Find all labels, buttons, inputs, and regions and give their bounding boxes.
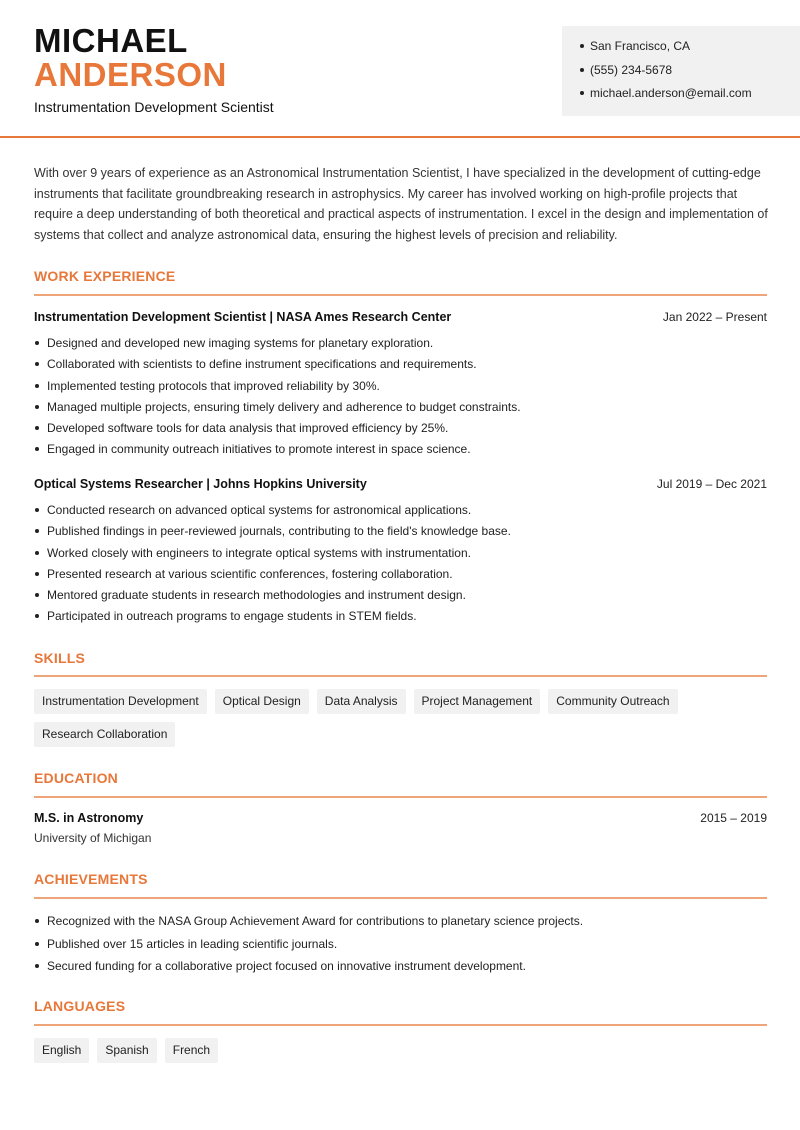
job-bullets xyxy=(34,335,767,463)
list-item: Published findings in peer-reviewed journals, contributing to the field's knowledge base. xyxy=(34,523,767,544)
job-bullets xyxy=(34,502,767,630)
list-item: Conducted research on advanced optical systems for astronomical applications. xyxy=(34,502,767,523)
list-item: Secured funding for a collaborative project focused on innovative instrument development. xyxy=(34,958,774,981)
achievements-list xyxy=(34,913,774,981)
list-item: Presented research at various scientific conferences, fostering collaboration. xyxy=(34,566,767,587)
education-school: University of Michigan xyxy=(34,831,152,845)
job-title: Instrumentation Development Scientist xyxy=(34,99,274,115)
first-name: MICHAEL xyxy=(34,22,188,59)
list-item: Participated in outreach programs to engage students in STEM fields. xyxy=(34,608,767,629)
section-divider xyxy=(34,294,767,296)
list-item: Mentored graduate students in research methodologies and instrument design. xyxy=(34,587,767,608)
contact-phone: (555) 234-5678 xyxy=(580,62,752,86)
job-dates: Jan 2022 – Present xyxy=(662,310,767,324)
list-item: Collaborated with scientists to define instrument specifications and requirements. xyxy=(34,356,767,377)
skill-tag: Data Analysis xyxy=(317,689,406,714)
list-item: Implemented testing protocols that improved reliability by 30%. xyxy=(34,378,767,399)
contact-location: San Francisco, CA xyxy=(580,38,752,62)
list-item: Developed software tools for data analysis that improved efficiency by 25%. xyxy=(34,420,767,441)
list-item: Designed and developed new imaging systems for planetary exploration. xyxy=(34,335,767,356)
resume-header xyxy=(0,0,800,138)
section-title-languages: LANGUAGES xyxy=(34,998,126,1014)
section-divider xyxy=(34,897,767,899)
language-tags xyxy=(34,1038,767,1063)
job-dates: Jul 2019 – Dec 2021 xyxy=(656,477,767,491)
list-item: Managed multiple projects, ensuring timely delivery and adherence to budget constraints. xyxy=(34,399,767,420)
section-divider xyxy=(34,1024,767,1026)
last-name: ANDERSON xyxy=(34,56,227,93)
education-degree: M.S. in Astronomy xyxy=(34,811,144,825)
section-title-achievements: ACHIEVEMENTS xyxy=(34,871,148,887)
skills-tags xyxy=(34,689,767,747)
list-item: Worked closely with engineers to integrate optical systems with instrumentation. xyxy=(34,545,767,566)
summary: With over 9 years of experience as an Astronomical Instrumentation Scientist, I have specialized in the development of cutting-edge instruments that facilitate groundbreaking research in astrophysics. My career has involved working on high-profile projects that require a deep understanding of both theoretical and practical aspects of instrumentation. I excel in the design and implementation of systems that collect and analyze astronomical data, ensuring the highest levels of precision and reliability. xyxy=(34,166,768,243)
education-dates: 2015 – 2019 xyxy=(700,811,767,825)
job-role: Instrumentation Development Scientist | NASA Ames Research Center xyxy=(34,310,452,324)
skill-tag: Community Outreach xyxy=(548,689,677,714)
list-item: Recognized with the NASA Group Achievement Award for contributions to planetary science projects. xyxy=(34,913,774,936)
skill-tag: Research Collaboration xyxy=(34,722,175,747)
job-role: Optical Systems Researcher | Johns Hopkins University xyxy=(34,477,367,491)
language-tag: Spanish xyxy=(97,1038,156,1063)
language-tag: French xyxy=(165,1038,218,1063)
language-tag: English xyxy=(34,1038,89,1063)
skill-tag: Optical Design xyxy=(215,689,309,714)
list-item: Published over 15 articles in leading scientific journals. xyxy=(34,936,774,959)
section-title-work: WORK EXPERIENCE xyxy=(34,268,176,284)
section-divider xyxy=(34,675,767,677)
section-title-skills: SKILLS xyxy=(34,650,85,666)
list-item: Engaged in community outreach initiatives to promote interest in space science. xyxy=(34,441,767,462)
contact-email[interactable]: michael.anderson@email.com xyxy=(580,85,752,109)
section-title-education: EDUCATION xyxy=(34,770,118,786)
skill-tag: Instrumentation Development xyxy=(34,689,207,714)
contact-box xyxy=(562,26,800,116)
contact-list xyxy=(580,38,752,109)
skill-tag: Project Management xyxy=(414,689,541,714)
section-divider xyxy=(34,796,767,798)
